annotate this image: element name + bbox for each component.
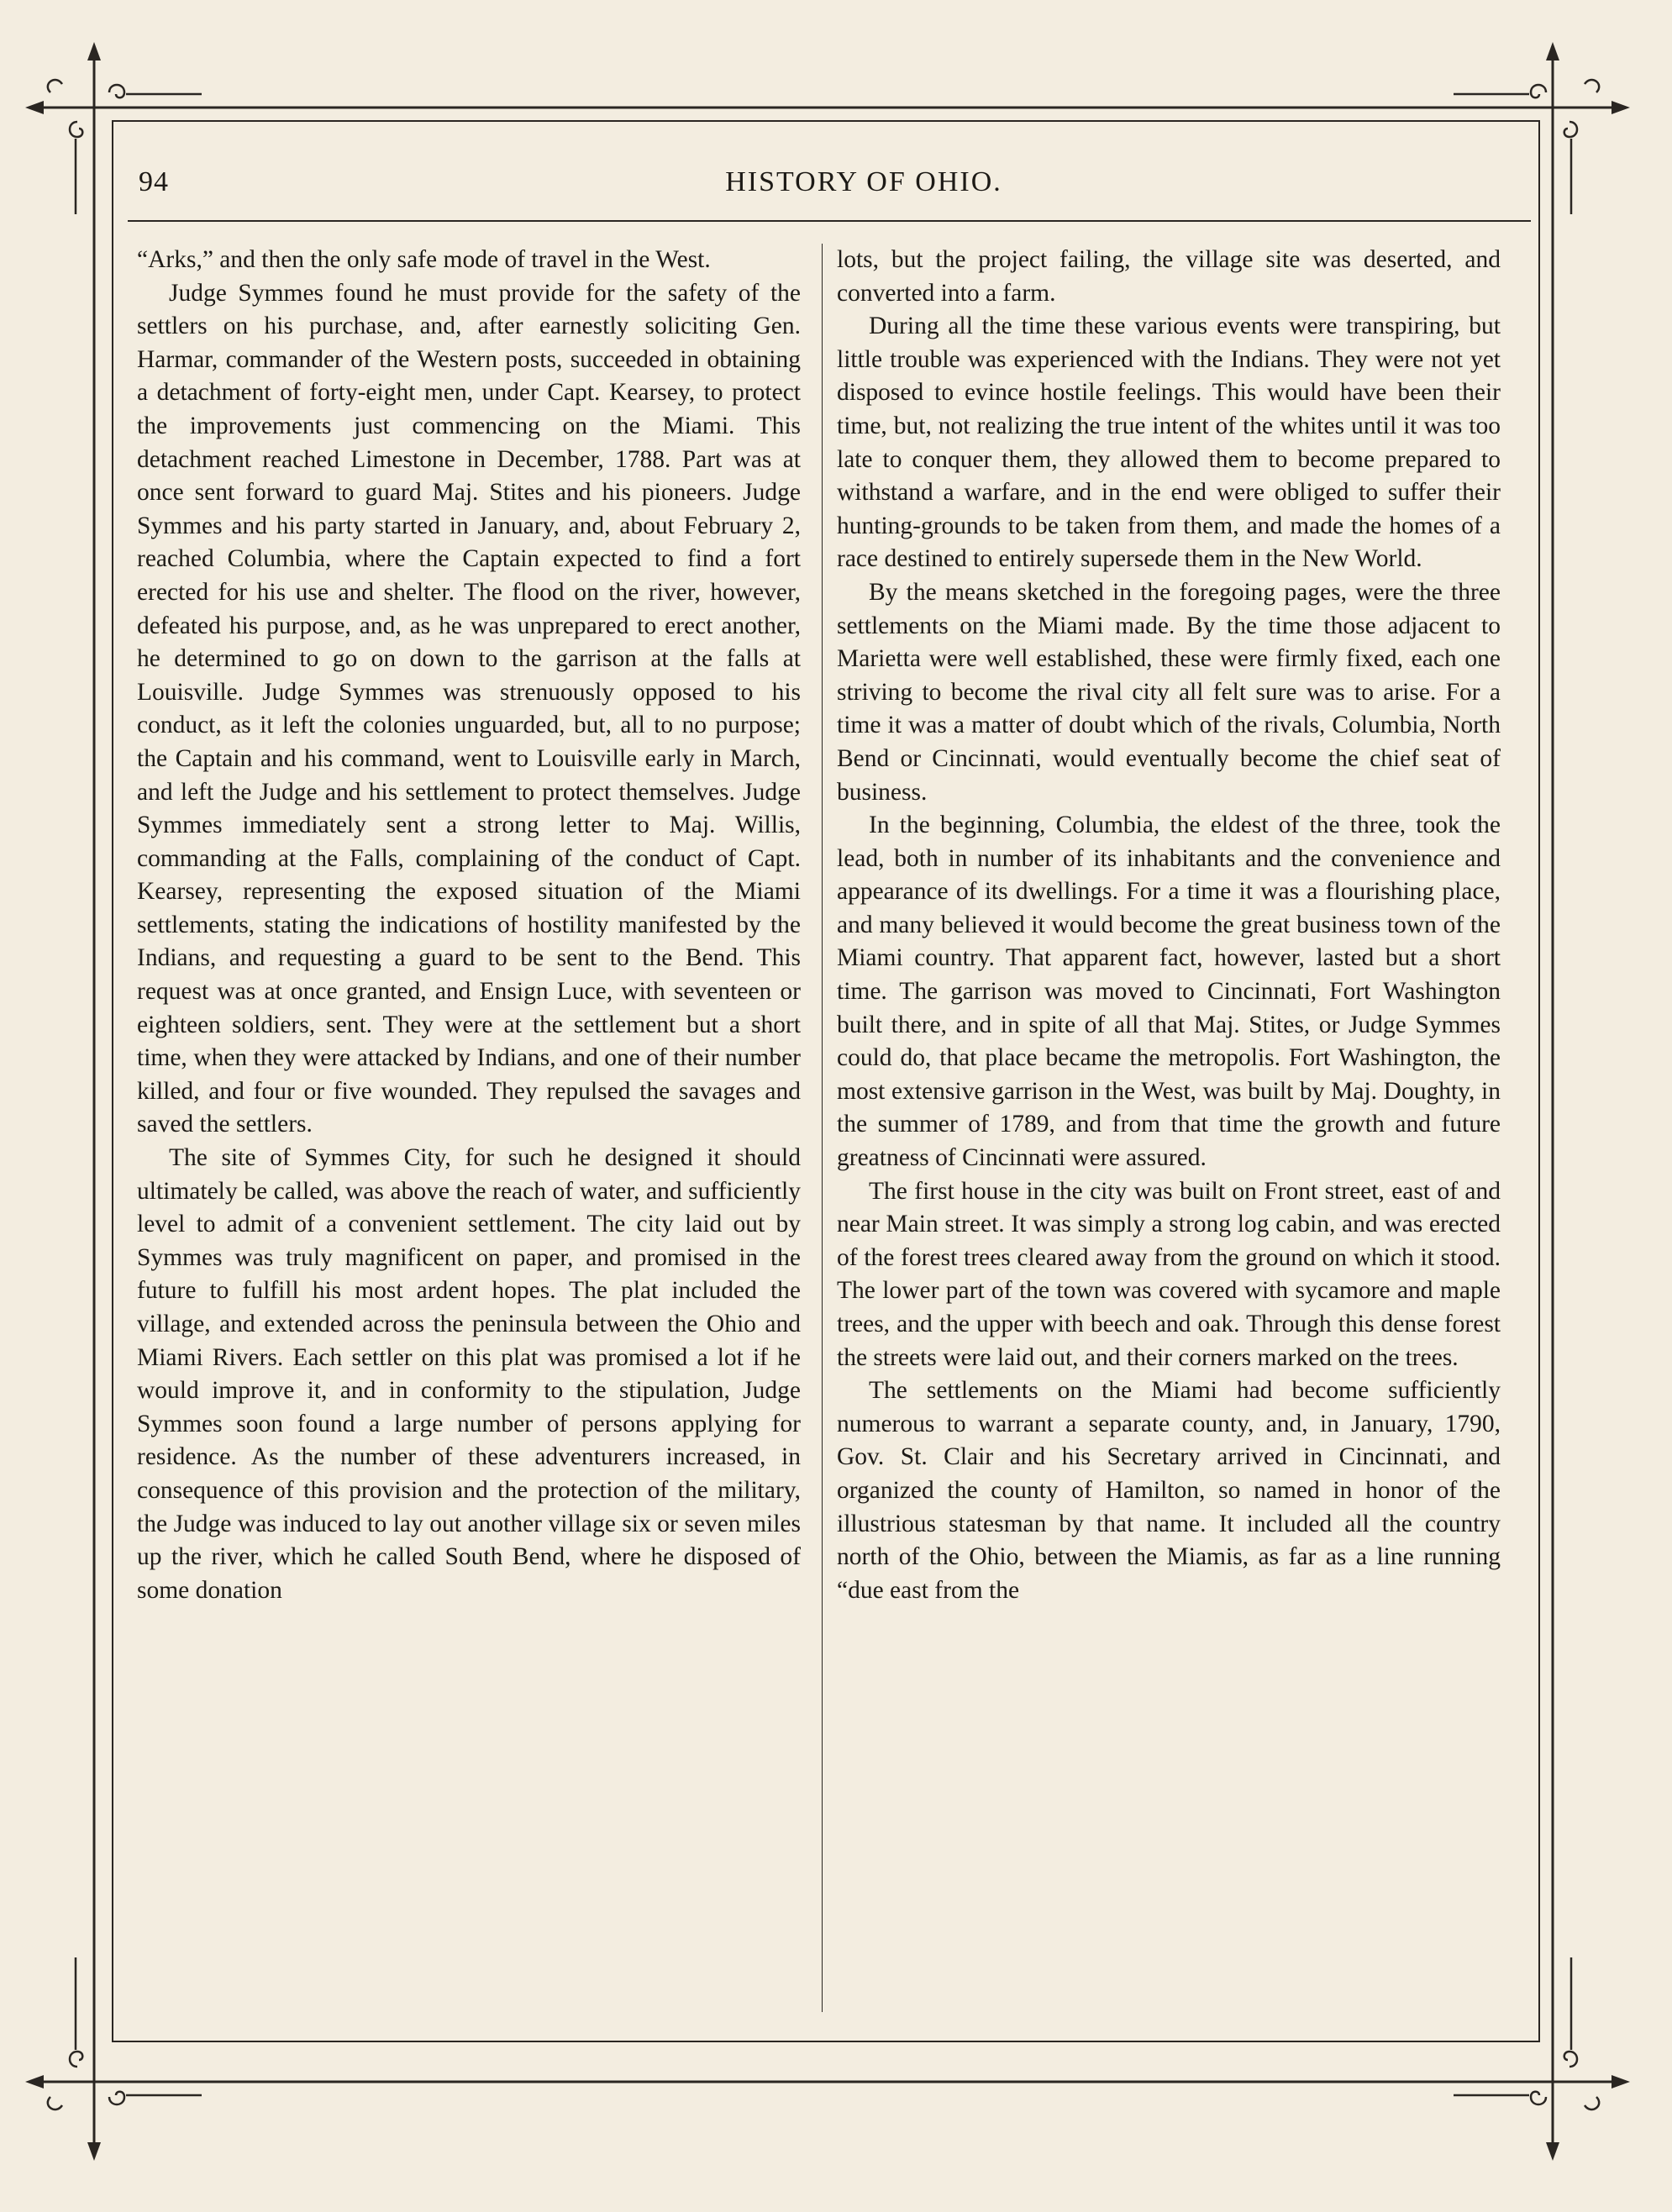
paragraph: The site of Symmes City, for such he designed it should ultimately be called, was above the reach of water, and sufficiently level to admit of a convenient settlement. The city laid out by Symmes was truly magnificent on paper, and promised in the future to fulfill his most ardent hopes. The plat included the village, and extended across the peninsula between the Ohio and Miami Rivers. Each settler on this plat was promised a lot if he would improve it, and in conformity to the stipulation, Judge Symmes soon found a large number of persons applying for residence. As the number of these adventurers increased, in consequence of this provision and the protection of the military, the Judge was induced to lay out another village six or seven miles up the river, which he called South Bend, where he disposed of some donation	[137, 1144, 801, 1604]
paragraph: “Arks,” and then the only safe mode of travel in the West.	[137, 246, 711, 273]
right-column	[837, 244, 1501, 2018]
left-column	[137, 244, 801, 2018]
paragraph: By the means sketched in the foregoing pages, were the three settlements on the Miami made. By the time those adjacent to Marietta were well established, these were firmly fixed, each one striving to become the rival city all felt sure was to arise. For a time it was a matter of doubt which of the rivals, Columbia, North Bend or Cincinnati, would eventually become the chief seat of business.	[837, 578, 1501, 806]
paragraph: The first house in the city was built on Front street, east of and near Main street. It was simply a strong log cabin, and was erected of the forest trees cleared away from the ground on which it stood. The lower part of the town was covered with sycamore and maple trees, and the upper with beech and oak. Through this dense forest the streets were laid out, and their corners marked on the trees.	[837, 1177, 1501, 1371]
paragraph: Judge Symmes found he must provide for the safety of the settlers on his purchase, and, after earnestly soliciting Gen. Harmar, commander of the Western posts, succeeded in obtaining a detachment of forty-eight men, under Capt. Kearsey, to protect the improvements just commencing on the Miami. This detachment reached Limestone in December, 1788. Part was at once sent forward to guard Maj. Stites and his pioneers. Judge Symmes and his party started in January, and, about February 2, reached Columbia, where the Captain expected to find a fort erected for his use and shelter. The flood on the river, however, defeated his purpose, and, as he was unprepared to erect another, he determined to go on down to the garrison at the falls at Louisville. Judge Symmes was strenuously opposed to his conduct, as it left the colonies unguarded, but, all to no purpose; the Captain and his command, went to Louisville early in March, and left the Judge and his settlement to protect themselves. Judge Symmes immediately sent a strong letter to Maj. Willis, commanding at the Falls, complaining of the conduct of Capt. Kearsey, representing the exposed situation of the Miami settlements, stating the indications of hostility manifested by the Indians, and requesting a guard to be sent to the Bend. This request was at once granted, and Ensign Luce, with seventeen or eighteen soldiers, sent. They were at the settlement but a short time, when they were attacked by Indians, and one of their number killed, and four or five wounded. They repulsed the savages and saved the settlers.	[137, 279, 801, 1138]
paragraph: lots, but the project failing, the village site was deserted, and converted into a farm.	[837, 246, 1501, 307]
paragraph: The settlements on the Miami had become sufficiently numerous to warrant a separate county, and, in January, 1790, Gov. St. Clair and his Secretary arrived in Cincinnati, and organized the county of Hamilton, so named in honor of the illustrious statesman by that name. It included all the country north of the Ohio, between the Miamis, as far as a line running “due east from the	[837, 1377, 1501, 1604]
running-head: HISTORY OF OHIO.	[725, 166, 1002, 197]
page-number: 94	[139, 166, 169, 197]
column-divider	[822, 244, 823, 2012]
page-header	[139, 166, 1530, 213]
paragraph: During all the time these various events were transpiring, but little trouble was experienced with the Indians. They were not yet disposed to evince hostile feelings. This would have been their time, but, not realizing the true intent of the whites until it was too late to conquer them, they allowed them to become prepared to withstand a warfare, and in the end were obliged to suffer their hunting-grounds to be taken from them, and made the homes of a race destined to entirely supersede them in the New World.	[837, 313, 1501, 573]
paragraph: In the beginning, Columbia, the eldest of the three, took the lead, both in number of its inhabitants and the convenience and appearance of its dwellings. For a time it was a flourishing place, and many believed it would become the great business town of the Miami country. That apparent fact, however, lasted but a short time. The garrison was moved to Cincinnati, Fort Washington built there, and in spite of all that Maj. Stites, or Judge Symmes could do, that place became the metropolis. Fort Washington, the most extensive garrison in the West, was built by Maj. Doughty, in the summer of 1789, and from that time the growth and future greatness of Cincinnati were assured.	[837, 812, 1501, 1172]
header-rule	[128, 220, 1531, 222]
